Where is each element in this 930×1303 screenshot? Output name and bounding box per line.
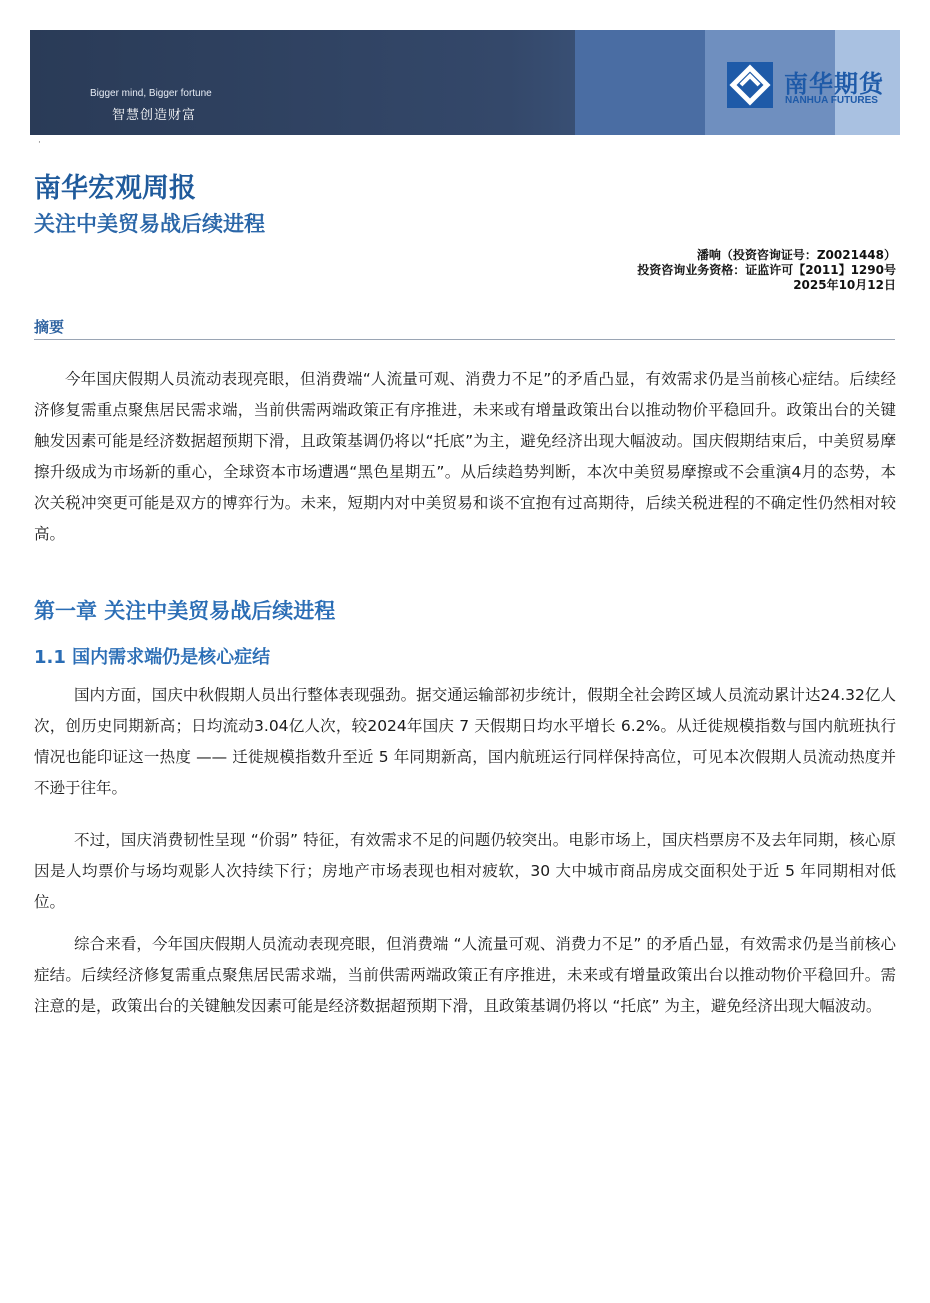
slogan-english: Bigger mind, Bigger fortune	[90, 88, 212, 99]
body-paragraph: 不过，国庆消费韧性呈现 “价弱” 特征，有效需求不足的问题仍较突出。电影市场上，国庆档票房不及去年同期，核心原因是人均票价与场均观影人次持续下行；房地产市场表现也相对疲软，30 大中城市商品房成交面积处于近 5 年同期相对低位。	[34, 831, 896, 911]
banner-band	[575, 30, 705, 135]
abstract-heading: 摘要	[34, 318, 65, 336]
logo-text-chinese: 南华期货	[784, 70, 884, 98]
slogan-chinese: 智慧创造财富	[112, 108, 197, 123]
abstract-heading-bar	[34, 316, 895, 340]
date-line: 2025年10月12日	[793, 278, 896, 292]
logo-text-english: NANHUA FUTURES	[785, 95, 878, 106]
body-paragraph: 国内方面，国庆中秋假期人员出行整体表现强劲。据交通运输部初步统计，假期全社会跨区域人员流动累计达24.32亿人次，创历史同期新高；日均流动3.04亿人次，较2024年国庆 7 天假期日均水平增长 6.2%。从迁徙规模指数与国内航班执行情况也能印证这一热度 —— 迁徙规模指数升至近 5 年同期新高，国内航班运行同样保持高位，可见本次假期人员流动热度并不逊于往年。	[34, 686, 896, 797]
page-marker: ·	[38, 138, 41, 148]
license-line: 投资咨询业务资格：证监许可【2011】1290号	[637, 263, 896, 277]
report-subtitle: 关注中美贸易战后续进程	[34, 212, 265, 236]
section-heading: 1.1 国内需求端仍是核心症结	[34, 647, 271, 668]
nanhua-logo-icon	[727, 62, 773, 108]
chapter-heading: 第一章 关注中美贸易战后续进程	[34, 599, 336, 623]
body-paragraph: 综合来看，今年国庆假期人员流动表现亮眼，但消费端 “人流量可观、消费力不足” 的矛盾凸显，有效需求仍是当前核心症结。后续经济修复需重点聚焦居民需求端，当前供需两端政策正有序推进，未来或有增量政策出台以推动物价平稳回升。需注意的是，政策出台的关键触发因素可能是经济数据超预期下滑，且政策基调仍将以 “托底” 为主，避免经济出现大幅波动。	[34, 935, 896, 1015]
header-banner	[30, 30, 900, 135]
author-line: 潘响（投资咨询证号：Z0021448）	[696, 248, 896, 262]
abstract-paragraph: 今年国庆假期人员流动表现亮眼，但消费端“人流量可观、消费力不足”的矛盾凸显，有效需求仍是当前核心症结。后续经济修复需重点聚焦居民需求端，当前供需两端政策正有序推进，未来或有增量政策出台以推动物价平稳回升。政策出台的关键触发因素可能是经济数据超预期下滑，且政策基调仍将以“托底”为主，避免经济出现大幅波动。国庆假期结束后，中美贸易摩擦升级成为市场新的重心，全球资本市场遭遇“黑色星期五”。从后续趋势判断，本次中美贸易摩擦或不会重演4月的态势，本次关税冲突更可能是双方的博弈行为。未来，短期内对中美贸易和谈不宜抱有过高期待，后续关税进程的不确定性仍然相对较高。	[34, 370, 896, 543]
report-title: 南华宏观周报	[34, 173, 196, 204]
report-meta	[637, 248, 896, 293]
